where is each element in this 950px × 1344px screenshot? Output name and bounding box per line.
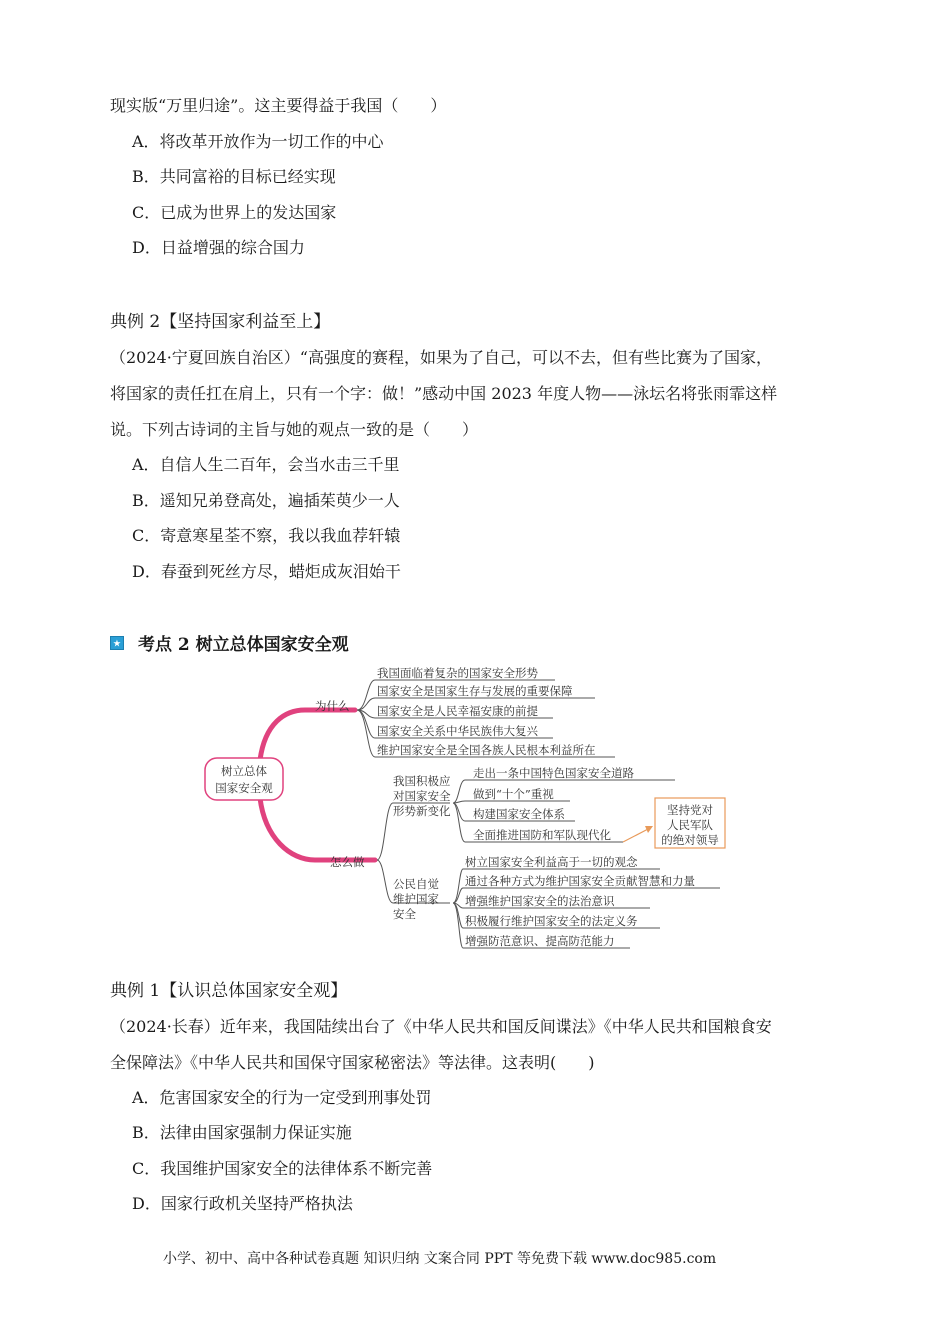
option-c: C．寄意寒星荃不察，我以我血荐轩辕 bbox=[132, 526, 401, 545]
option-b: B．法律由国家强制力保证实施 bbox=[132, 1123, 352, 1142]
state-item-1: 走出一条中国特色国家安全道路 bbox=[473, 766, 634, 780]
section-title: 考点 2 树立总体国家安全观 bbox=[138, 635, 349, 655]
state-item-4: 全面推进国防和军队现代化 bbox=[473, 828, 611, 842]
option-b: B．共同富裕的目标已经实现 bbox=[132, 167, 336, 186]
note-line-2: 人民军队 bbox=[667, 818, 713, 832]
citizen-label-1: 公民自觉 bbox=[393, 877, 439, 891]
section-heading bbox=[110, 630, 349, 655]
center-line-2: 国家安全观 bbox=[215, 781, 273, 795]
center-line-1: 树立总体 bbox=[221, 764, 267, 778]
state-item-3: 构建国家安全体系 bbox=[473, 807, 565, 821]
citizen-label-3: 安全 bbox=[393, 907, 416, 921]
citizen-item-4: 积极履行维护国家安全的法定义务 bbox=[465, 914, 638, 928]
option-d: D．国家行政机关坚持严格执法 bbox=[132, 1194, 353, 1213]
example-2-stem-line-1: （2024·宁夏回族自治区）“高强度的赛程，如果为了自己，可以不去，但有些比赛为了国家， bbox=[110, 348, 772, 367]
state-label-3: 形势新变化 bbox=[393, 804, 451, 818]
why-item-4: 国家安全关系中华民族伟大复兴 bbox=[377, 724, 538, 738]
option-a: A．自信人生二百年，会当水击三千里 bbox=[132, 455, 400, 474]
branch-how bbox=[260, 798, 375, 860]
state-item-2: 做到“十个”重视 bbox=[473, 787, 554, 801]
option-b: B．遥知兄弟登高处，遍插茱萸少一人 bbox=[132, 491, 400, 510]
citizen-item-1: 树立国家安全利益高于一切的观念 bbox=[465, 855, 638, 869]
footer-text[interactable]: 小学、初中、高中各种试卷真题 知识归纳 文案合同 PPT 等免费下载 www.doc985.com bbox=[163, 1251, 717, 1267]
option-d: D．日益增强的综合国力 bbox=[132, 238, 305, 257]
state-label-2: 对国家安全 bbox=[393, 789, 451, 803]
option-c: C．我国维护国家安全的法律体系不断完善 bbox=[132, 1159, 433, 1178]
why-item-2: 国家安全是国家生存与发展的重要保障 bbox=[377, 684, 573, 698]
citizen-item-2: 通过各种方式为维护国家安全贡献智慧和力量 bbox=[465, 874, 695, 888]
example-2-heading: 典例 2【坚持国家利益至上】 bbox=[110, 312, 331, 332]
mind-map bbox=[195, 658, 755, 958]
option-d: D．春蚕到死丝方尽，蜡炬成灰泪始干 bbox=[132, 562, 401, 581]
option-a: A．将改革开放作为一切工作的中心 bbox=[132, 132, 384, 151]
how-label: 怎么做 bbox=[330, 855, 365, 869]
example-1-stem-line-1: （2024·长春）近年来，我国陆续出台了《中华人民共和国反间谍法》《中华人民共和国粮食安 bbox=[110, 1017, 772, 1036]
why-item-1: 我国面临着复杂的国家安全形势 bbox=[377, 666, 538, 680]
note-line-3: 的绝对领导 bbox=[661, 833, 719, 847]
why-label: 为什么 bbox=[315, 699, 350, 713]
option-c: C．已成为世界上的发达国家 bbox=[132, 203, 337, 222]
example-1-heading: 典例 1【认识总体国家安全观】 bbox=[110, 981, 348, 1001]
citizen-item-5: 增强防范意识、提高防范能力 bbox=[465, 934, 615, 948]
example-2-stem-line-3: 说。下列古诗词的主旨与她的观点一致的是（ ） bbox=[110, 420, 479, 439]
example-2-stem-line-2: 将国家的责任扛在肩上，只有一个字：做！”感动中国 2023 年度人物——泳坛名将张雨霏这样 bbox=[110, 384, 778, 403]
star-icon: ★ bbox=[110, 636, 124, 650]
state-label-1: 我国积极应 bbox=[393, 774, 451, 788]
citizen-item-3: 增强维护国家安全的法治意识 bbox=[465, 894, 615, 908]
note-line-1: 坚持党对 bbox=[667, 803, 713, 817]
citizen-label-2: 维护国家 bbox=[393, 892, 439, 906]
note-arrow bbox=[623, 828, 650, 842]
why-item-3: 国家安全是人民幸福安康的前提 bbox=[377, 704, 538, 718]
why-item-5: 维护国家安全是全国各族人民根本利益所在 bbox=[377, 743, 596, 757]
branch-why bbox=[260, 710, 355, 760]
example-1-stem-line-2: 全保障法》《中华人民共和国保守国家秘密法》等法律。这表明( ) bbox=[110, 1053, 595, 1072]
question-stem-tail: 现实版“万里归途”。这主要得益于我国（ ） bbox=[110, 96, 447, 115]
option-a: A．危害国家安全的行为一定受到刑事处罚 bbox=[132, 1088, 432, 1107]
